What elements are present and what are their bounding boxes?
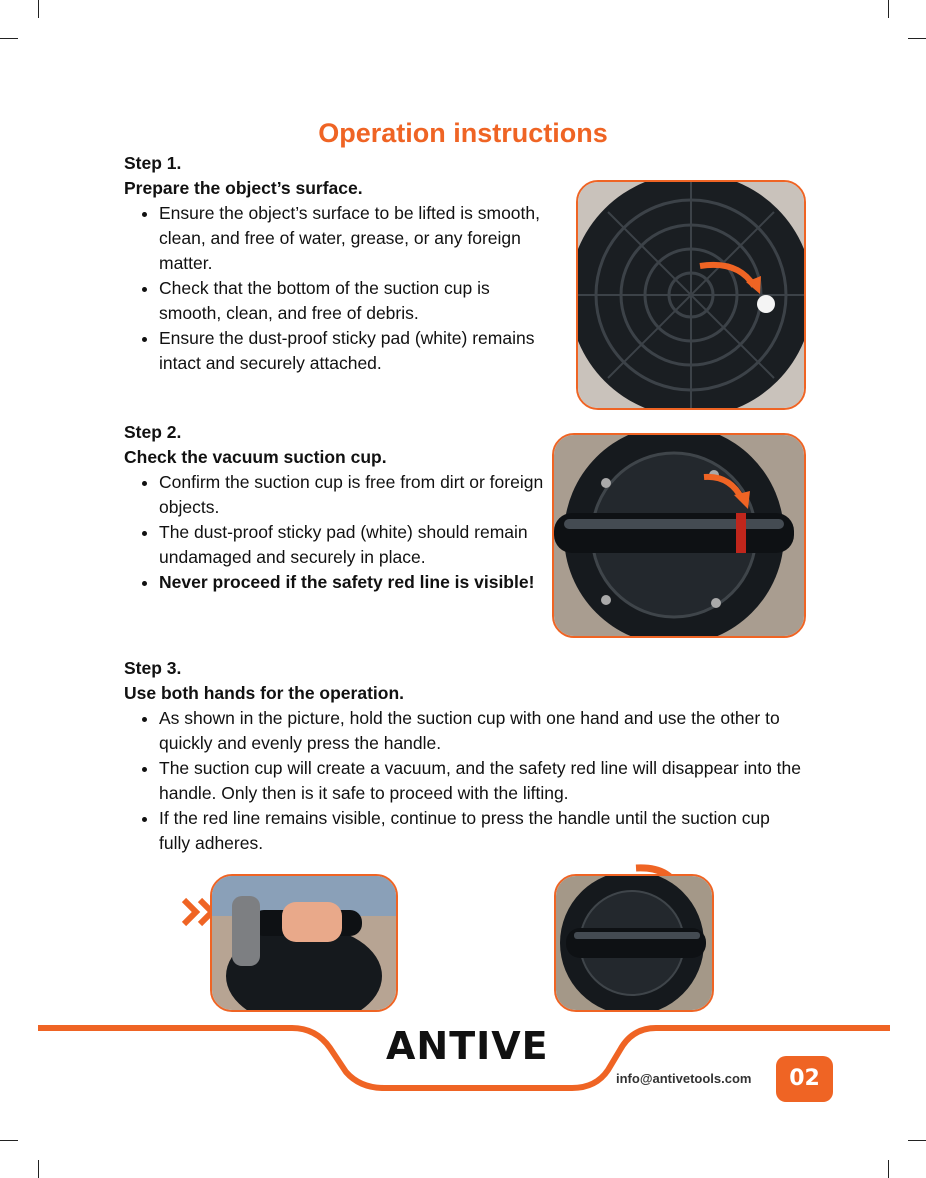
step-3-section [124, 656, 804, 856]
step-1-list [124, 201, 554, 376]
crop-mark [888, 0, 889, 18]
list-item: Ensure the dust-proof sticky pad (white) remains intact and securely attached. [124, 326, 554, 376]
suction-cup-bottom-illustration [578, 182, 804, 408]
suction-cup-bottom-photo [576, 180, 806, 410]
warning-item: Never proceed if the safety red line is visible! [124, 570, 544, 595]
list-item: Check that the bottom of the suction cup is smooth, clean, and free of debris. [124, 276, 554, 326]
hand-pressing-handle-photo [210, 874, 398, 1012]
page-number-badge: 02 [776, 1056, 833, 1102]
step-1-label: Step 1. [124, 153, 182, 173]
crop-mark [0, 1140, 18, 1141]
page-title: Operation instructions [318, 118, 608, 148]
brand-logo: ANTIVE [386, 1024, 549, 1068]
contact-email: info@antivetools.com [616, 1071, 752, 1086]
step-3-list [124, 706, 804, 856]
crop-mark [0, 38, 18, 39]
suction-cup-handle-illustration [556, 876, 712, 1010]
crop-mark [38, 0, 39, 18]
crop-mark [908, 38, 926, 39]
list-item: The suction cup will create a vacuum, and the safety red line will disappear into the handle. Only then is it safe to proceed with the lifting. [124, 756, 804, 806]
crop-mark [908, 1140, 926, 1141]
step-2-list [124, 470, 544, 595]
hand-pressing-illustration [212, 876, 396, 1010]
list-item: If the red line remains visible, continue to press the handle until the suction cup fully adheres. [124, 806, 804, 856]
step-2-heading: Check the vacuum suction cup. [124, 447, 387, 467]
suction-cup-top-illustration [554, 435, 804, 636]
suction-cup-top-photo [552, 433, 806, 638]
list-item: Ensure the object’s surface to be lifted is smooth, clean, and free of water, grease, or any foreign matter. [124, 201, 554, 276]
step-2-label: Step 2. [124, 422, 182, 442]
step-2-section [124, 420, 544, 595]
crop-mark [38, 1160, 39, 1178]
list-item: As shown in the picture, hold the suction cup with one hand and use the other to quickly and evenly press the handle. [124, 706, 804, 756]
step-1-section [124, 151, 554, 376]
crop-mark [888, 1160, 889, 1178]
step-3-heading: Use both hands for the operation. [124, 683, 405, 703]
list-item: The dust-proof sticky pad (white) should remain undamaged and securely in place. [124, 520, 544, 570]
step-1-heading: Prepare the object’s surface. [124, 178, 363, 198]
step-3-label: Step 3. [124, 658, 182, 678]
suction-cup-handle-photo [554, 874, 714, 1012]
list-item: Confirm the suction cup is free from dirt or foreign objects. [124, 470, 544, 520]
